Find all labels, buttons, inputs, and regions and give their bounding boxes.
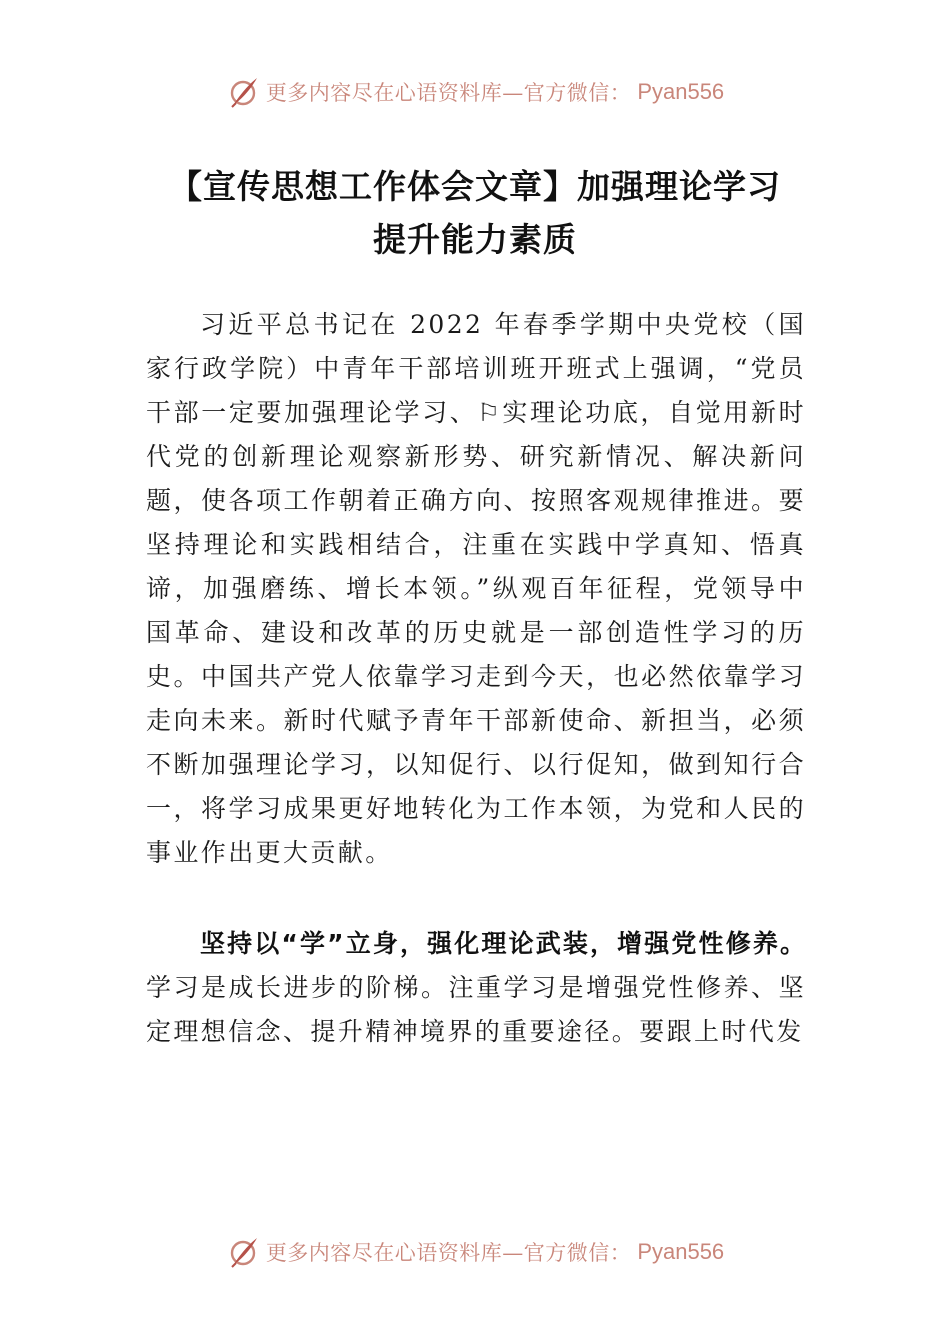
document-title [100, 160, 850, 266]
watermark-text: 更多内容尽在心语资料库—官方微信： [265, 81, 632, 105]
title-line-1: 【宣传思想工作体会文章】加强理论学习 [169, 167, 781, 206]
quill-pen-logo-icon [226, 75, 260, 109]
paragraph-1: 习近平总书记在 2022 年春季学期中央党校（国家行政学院）中青年干部培训班开班式上强调，“党员干部一定要加强理论学习、⚐实理论功底，自觉用新时代党的创新理论观察新形势、研究新情况、解决新问题，使各项工作朝着正确方向、按照客观规律推进。要坚持理论和实践相结合，注重在实践中学真知、悟真谛，加强磨练、增长本领。”纵观百年征程，党领导中国革命、建设和改革的历史就是一部创造性学习的历史。中国共产党人依靠学习走到今天，也必然依靠学习走向未来。新时代赋予青年干部新使命、新担当，必须不断加强理论学习，以知促行、以行促知，做到知行合一，将学习成果更好地转化为工作本领，为党和人民的事业作出更大贡献。 [146, 310, 806, 867]
quill-pen-logo-icon [226, 1235, 260, 1269]
paragraph-2-lead: 坚持以“学”立身，强化理论武装，增强党性修养。 [200, 929, 806, 958]
watermark-wechat-id: Pyan556 [637, 1239, 725, 1264]
paragraph-2 [146, 922, 806, 1054]
footer-watermark [0, 1232, 950, 1272]
watermark-text: 更多内容尽在心语资料库—官方微信： [265, 1241, 632, 1265]
watermark-wechat-id: Pyan556 [637, 79, 725, 104]
paragraph-2-body: 学习是成长进步的阶梯。注重学习是增强党性修养、坚定理想信念、提升精神境界的重要途径。要跟上时代发 [146, 973, 806, 1046]
title-line-2: 提升能力素质 [373, 220, 577, 259]
header-watermark [0, 72, 950, 112]
